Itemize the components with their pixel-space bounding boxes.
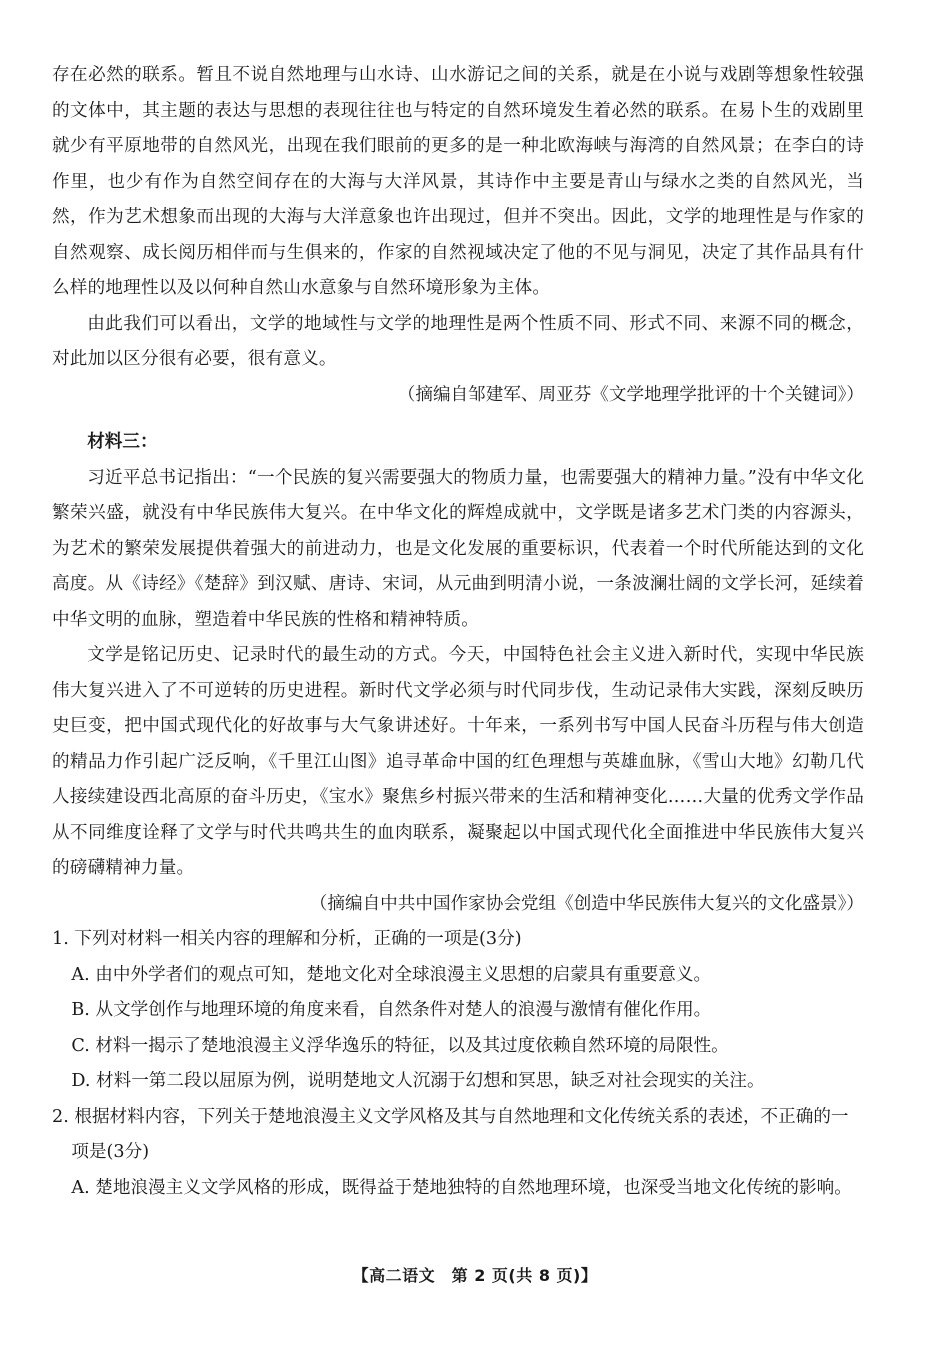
question-stem: 2. 根据材料内容，下列关于楚地浪漫主义文学风格及其与自然地理和文化传统关系的表述，不正确的一项是(3分): [52, 1106, 849, 1162]
option-b: B. 从文学创作与地理环境的角度来看，自然条件对楚人的浪漫与激情有催化作用。: [71, 1000, 712, 1020]
material-three-title: 材料三：: [87, 432, 158, 452]
passage-paragraph: 习近平总书记指出：“一个民族的复兴需要强大的物质力量，也需要强大的精神力量。”没有中华文化繁荣兴盛，就没有中华民族伟大复兴。在中华文化的辉煌成就中，文学既是诸多艺术门类的内容源头，为艺术的繁荣发展提供着强大的前进动力，也是文化发展的重要标识，代表着一个时代所能达到的文化高度。从《诗经》《楚辞》到汉赋、唐诗、宋词，从元曲到明清小说，一条波澜壮阔的文学长河，延续着中华文明的血脉，塑造着中华民族的性格和精神特质。: [52, 467, 864, 630]
question-1: [52, 922, 864, 1100]
passage-paragraph: 存在必然的联系。暂且不说自然地理与山水诗、山水游记之间的关系，就是在小说与戏剧等想象性较强的文体中，其主题的表达与思想的表现往往也与特定的自然环境发生着必然的联系。在易卜生的戏剧里就少有平原地带的自然风光，出现在我们眼前的更多的是一种北欧海峡与海湾的自然风景；在李白的诗作里，也少有作为自然空间存在的大海与大洋风景，其诗作中主要是青山与绿水之类的自然风光，当然，作为艺术想象而出现的大海与大洋意象也许出现过，但并不突出。因此，文学的地理性是与作家的自然观察、成长阅历相伴而与生俱来的，作家的自然视域决定了他的不见与洞见，决定了其作品具有什么样的地理性以及以何种自然山水意象与自然环境形象为主体。: [52, 65, 864, 298]
source-citation: （摘编自邹建军、周亚芬《文学地理学批评的十个关键词》）: [397, 384, 864, 405]
option-d: D. 材料一第二段以屈原为例，说明楚地文人沉溺于幻想和冥思，缺乏对社会现实的关注。: [71, 1071, 765, 1091]
passage-paragraph: 文学是铭记历史、记录时代的最生动的方式。今天，中国特色社会主义进入新时代，实现中华民族伟大复兴进入了不可逆转的历史进程。新时代文学必须与时代同步伐，生动记录伟大实践，深刻反映历史巨变，把中国式现代化的好故事与大气象讲述好。十年来，一系列书写中国人民奋斗历程与伟大创造的精品力作引起广泛反响，《千里江山图》追寻革命中国的红色理想与英雄血脉，《雪山大地》幻勒几代人接续建设西北高原的奋斗历史，《宝水》聚焦乡村振兴带来的生活和精神变化……大量的优秀文学作品从不同维度诠释了文学与时代共鸣共生的血肉联系，凝聚起以中国式现代化全面推进中华民族伟大复兴的磅礴精神力量。: [52, 645, 864, 878]
question-2: [52, 1100, 864, 1207]
option-a: A. 楚地浪漫主义文学风格的形成，既得益于楚地独特的自然地理环境，也深受当地文化传统的影响。: [71, 1177, 852, 1198]
passage-paragraph: 由此我们可以看出，文学的地域性与文学的地理性是两个性质不同、形式不同、来源不同的概念，对此加以区分很有必要，很有意义。: [52, 313, 864, 369]
option-c: C. 材料一揭示了楚地浪漫主义浮华逸乐的特征，以及其过度依赖自然环境的局限性。: [71, 1035, 729, 1056]
source-citation: （摘编自中共中国作家协会党组《创造中华民族伟大复兴的文化盛景》）: [309, 893, 864, 914]
option-a: A. 由中外学者们的观点可知，楚地文化对全球浪漫主义思想的启蒙具有重要意义。: [71, 964, 712, 985]
question-stem: 1. 下列对材料一相关内容的理解和分析，正确的一项是(3分): [52, 929, 522, 949]
page-footer: 【高二语文 第 2 页(共 8 页)】: [352, 1266, 598, 1285]
